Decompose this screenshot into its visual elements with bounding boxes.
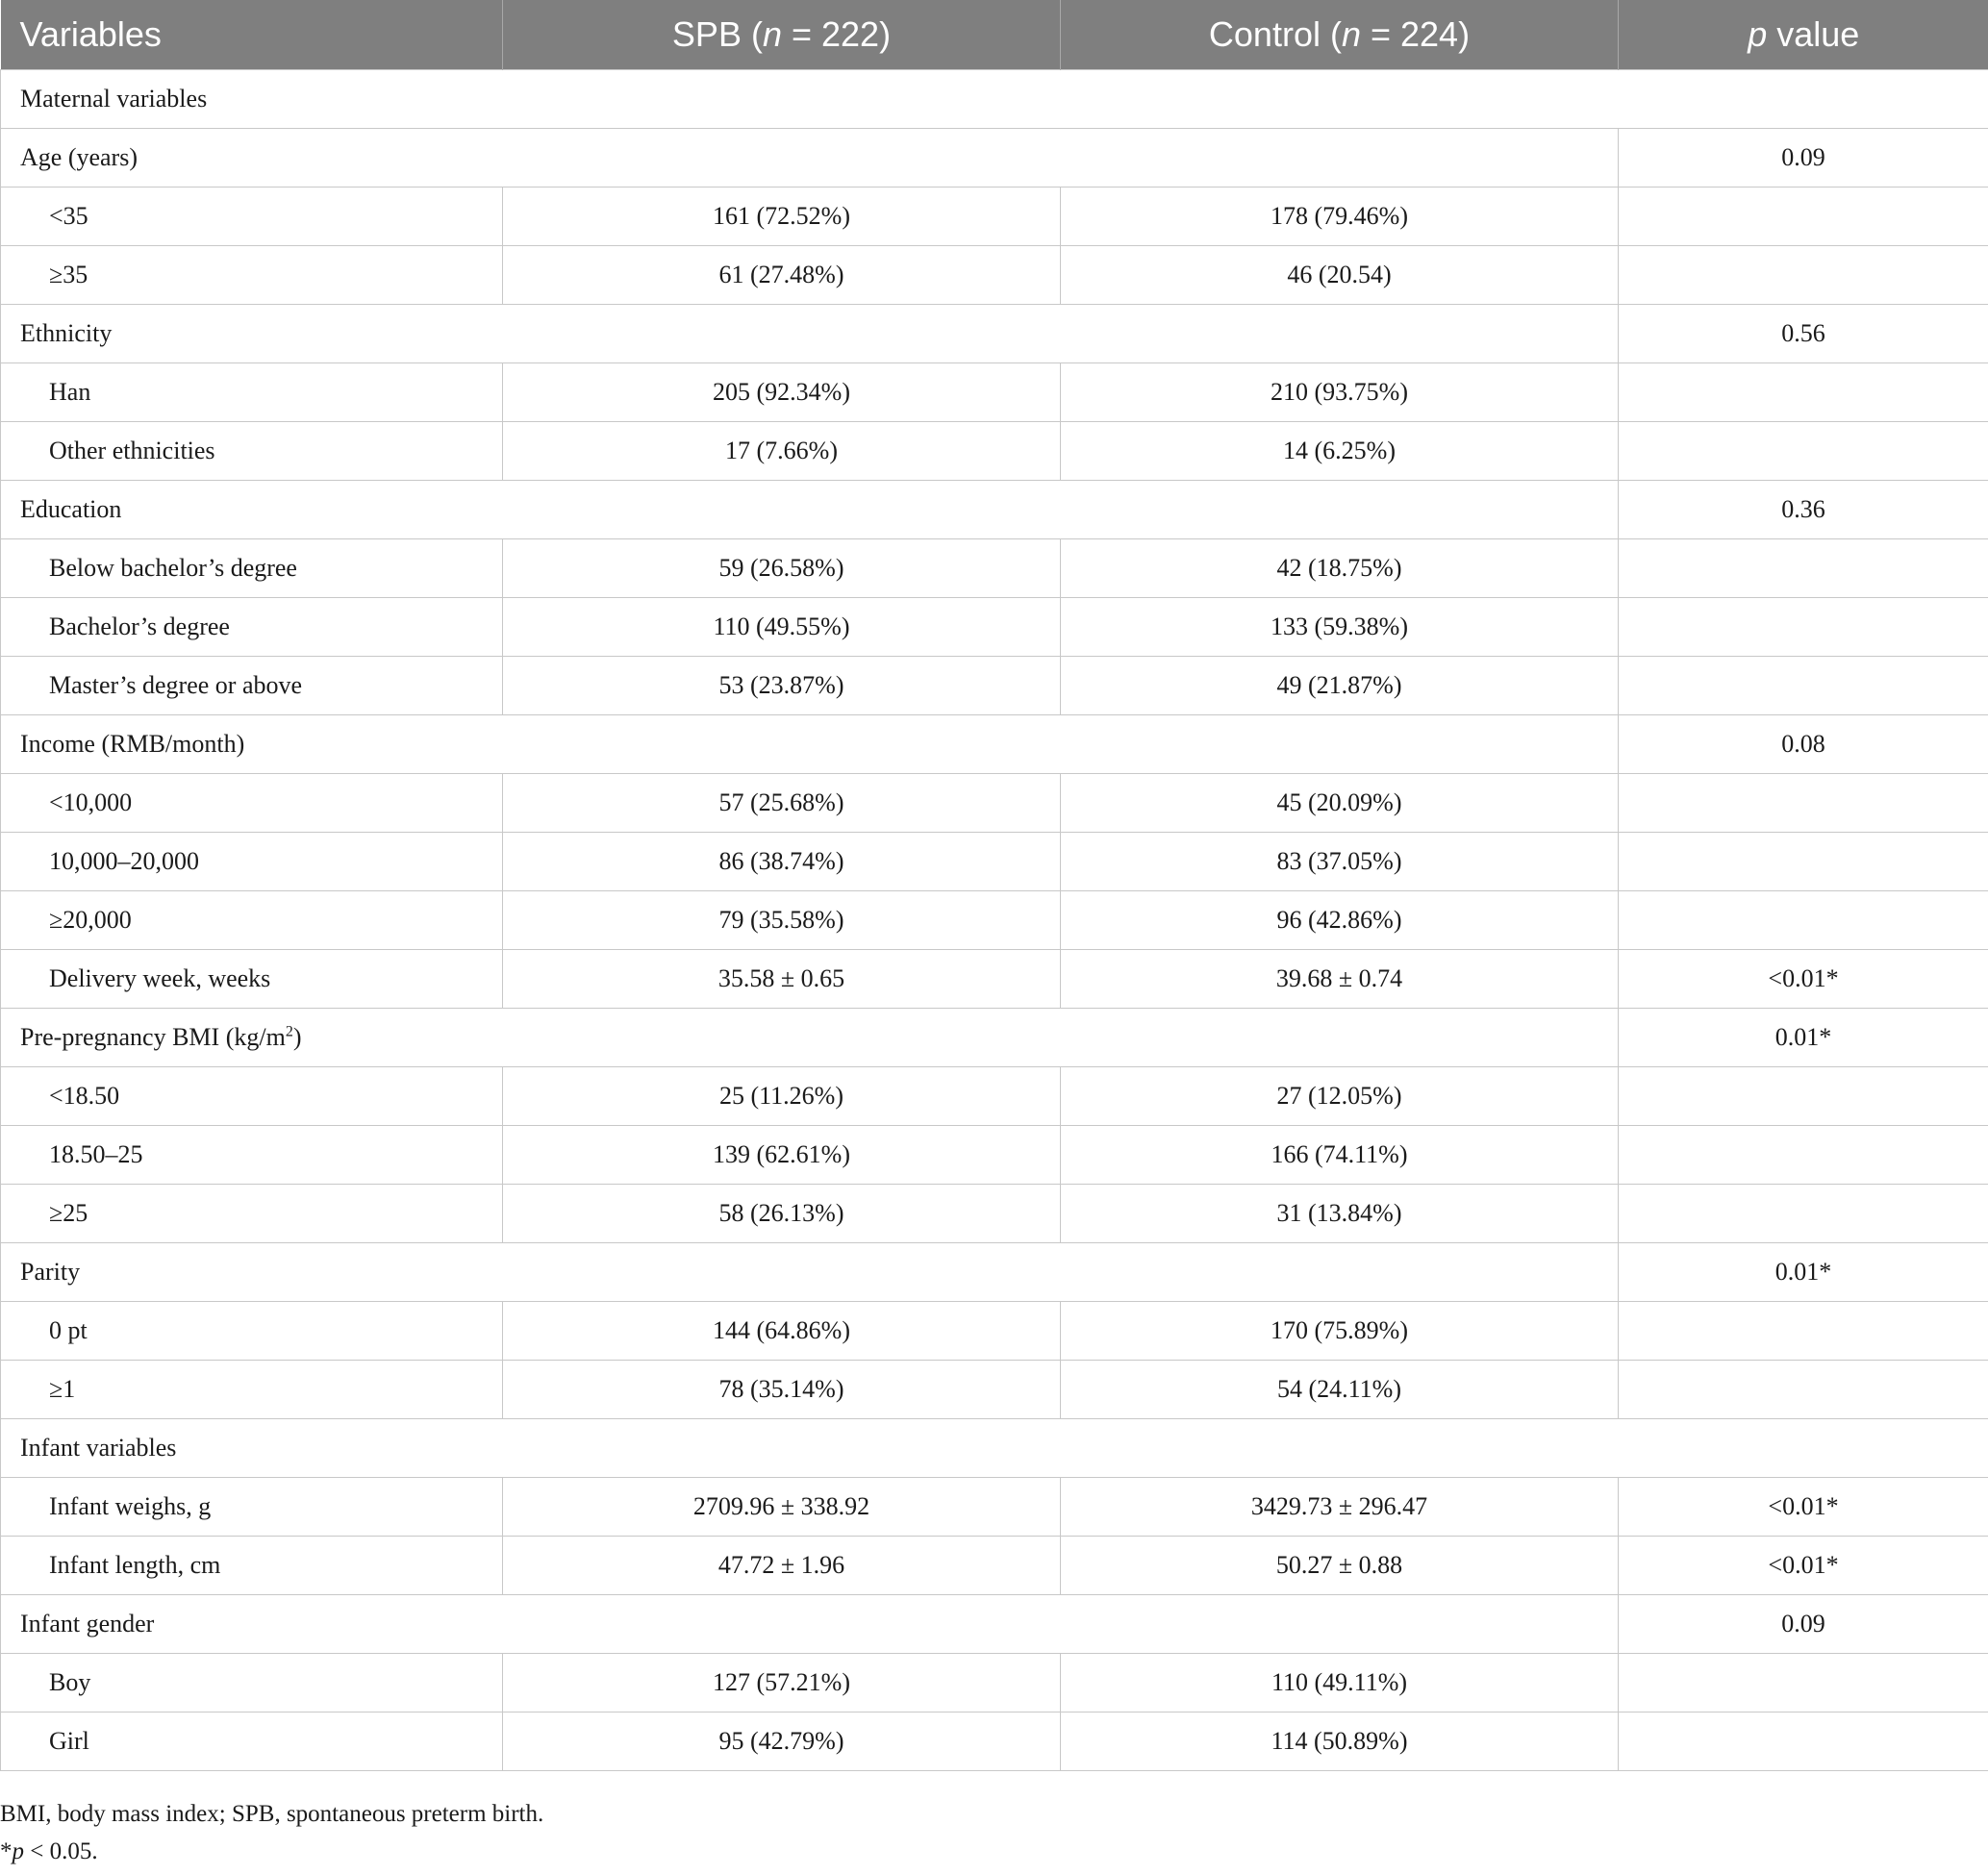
spb-cell: 144 (64.86%): [503, 1302, 1061, 1361]
spb-cell: 25 (11.26%): [503, 1067, 1061, 1126]
spb-cell: 35.58 ± 0.65: [503, 950, 1061, 1009]
table-row: [1, 1537, 1988, 1595]
table-row: [1, 774, 1988, 833]
p-value-cell: [1619, 1185, 1988, 1243]
p-value-cell: 0.36: [1619, 481, 1988, 539]
p-value-cell: 0.08: [1619, 715, 1988, 774]
control-cell: 54 (24.11%): [1061, 1361, 1619, 1419]
p-value-cell: [1619, 188, 1988, 246]
table-row: [1, 950, 1988, 1009]
spb-cell: 57 (25.68%): [503, 774, 1061, 833]
control-cell: 31 (13.84%): [1061, 1185, 1619, 1243]
category-row: [1, 1243, 1988, 1302]
spb-cell: 79 (35.58%): [503, 891, 1061, 950]
group-label: Maternal variables: [1, 70, 1988, 129]
table-row: [1, 246, 1988, 305]
table-row: [1, 539, 1988, 598]
table-row: [1, 1478, 1988, 1537]
row-label: Boy: [1, 1654, 503, 1712]
control-cell: 133 (59.38%): [1061, 598, 1619, 657]
p-value-cell: [1619, 774, 1988, 833]
row-label: Infant weighs, g: [1, 1478, 503, 1537]
p-value-cell: [1619, 363, 1988, 422]
category-label: Income (RMB/month): [1, 715, 1619, 774]
p-value-cell: [1619, 598, 1988, 657]
p-value-cell: [1619, 891, 1988, 950]
control-cell: 39.68 ± 0.74: [1061, 950, 1619, 1009]
header-spb: SPB (n = 222): [503, 0, 1061, 70]
table-row: [1, 1654, 1988, 1712]
group-row: [1, 70, 1988, 129]
control-cell: 42 (18.75%): [1061, 539, 1619, 598]
p-value-cell: 0.01*: [1619, 1009, 1988, 1067]
row-label: Master’s degree or above: [1, 657, 503, 715]
row-label: Girl: [1, 1712, 503, 1771]
table-row: [1, 598, 1988, 657]
group-row: [1, 1419, 1988, 1478]
spb-cell: 59 (26.58%): [503, 539, 1061, 598]
spb-cell: 86 (38.74%): [503, 833, 1061, 891]
row-label: 18.50–25: [1, 1126, 503, 1185]
spb-cell: 95 (42.79%): [503, 1712, 1061, 1771]
table-row: [1, 833, 1988, 891]
category-label: Pre-pregnancy BMI $(kg/m^2)$: [1, 1009, 1619, 1067]
table-row: [1, 1712, 1988, 1771]
row-label: ≥1: [1, 1361, 503, 1419]
category-label: Age (years): [1, 129, 1619, 188]
control-cell: 96 (42.86%): [1061, 891, 1619, 950]
p-value-cell: 0.01*: [1619, 1243, 1988, 1302]
row-label: Han: [1, 363, 503, 422]
p-value-cell: [1619, 1067, 1988, 1126]
control-cell: 46 (20.54): [1061, 246, 1619, 305]
row-label: <18.50: [1, 1067, 503, 1126]
control-cell: 178 (79.46%): [1061, 188, 1619, 246]
row-label: ≥25: [1, 1185, 503, 1243]
category-row: [1, 481, 1988, 539]
table-row: [1, 891, 1988, 950]
p-value-cell: 0.09: [1619, 129, 1988, 188]
p-value-cell: [1619, 1126, 1988, 1185]
row-label: Delivery week, weeks: [1, 950, 503, 1009]
spb-cell: 53 (23.87%): [503, 657, 1061, 715]
row-label: Other ethnicities: [1, 422, 503, 481]
category-row: [1, 715, 1988, 774]
header-p-value: p value: [1619, 0, 1988, 70]
category-label: Infant gender: [1, 1595, 1619, 1654]
spb-cell: 17 (7.66%): [503, 422, 1061, 481]
control-cell: 49 (21.87%): [1061, 657, 1619, 715]
spb-cell: 78 (35.14%): [503, 1361, 1061, 1419]
p-value-cell: 0.09: [1619, 1595, 1988, 1654]
control-cell: 114 (50.89%): [1061, 1712, 1619, 1771]
table-row: [1, 1067, 1988, 1126]
p-value-cell: <0.01*: [1619, 1537, 1988, 1595]
group-label: Infant variables: [1, 1419, 1988, 1478]
table-row: [1, 1185, 1988, 1243]
row-label: <35: [1, 188, 503, 246]
table-row: [1, 657, 1988, 715]
row-label: 10,000–20,000: [1, 833, 503, 891]
spb-cell: 139 (62.61%): [503, 1126, 1061, 1185]
p-value-cell: <0.01*: [1619, 950, 1988, 1009]
p-value-cell: [1619, 833, 1988, 891]
p-value-cell: [1619, 1361, 1988, 1419]
header-row: [1, 0, 1988, 70]
row-label: Below bachelor’s degree: [1, 539, 503, 598]
spb-cell: 47.72 ± 1.96: [503, 1537, 1061, 1595]
control-cell: 45 (20.09%): [1061, 774, 1619, 833]
category-row: [1, 305, 1988, 363]
p-value-cell: [1619, 1302, 1988, 1361]
control-cell: 170 (75.89%): [1061, 1302, 1619, 1361]
p-value-cell: [1619, 422, 1988, 481]
category-label: Ethnicity: [1, 305, 1619, 363]
control-cell: 166 (74.11%): [1061, 1126, 1619, 1185]
spb-cell: 61 (27.48%): [503, 246, 1061, 305]
spb-cell: 127 (57.21%): [503, 1654, 1061, 1712]
table-row: [1, 363, 1988, 422]
spb-cell: 205 (92.34%): [503, 363, 1061, 422]
category-row: [1, 1009, 1988, 1067]
footnote-significance: *p < 0.05.: [0, 1838, 98, 1864]
spb-cell: 110 (49.55%): [503, 598, 1061, 657]
spb-cell: 2709.96 ± 338.92: [503, 1478, 1061, 1537]
table-row: [1, 188, 1988, 246]
row-label: ≥20,000: [1, 891, 503, 950]
category-row: [1, 129, 1988, 188]
table-row: [1, 1302, 1988, 1361]
p-value-cell: [1619, 657, 1988, 715]
p-value-cell: [1619, 539, 1988, 598]
control-cell: 50.27 ± 0.88: [1061, 1537, 1619, 1595]
p-value-cell: <0.01*: [1619, 1478, 1988, 1537]
control-cell: 3429.73 ± 296.47: [1061, 1478, 1619, 1537]
row-label: ≥35: [1, 246, 503, 305]
header-control: Control (n = 224): [1061, 0, 1619, 70]
spb-cell: 58 (26.13%): [503, 1185, 1061, 1243]
table-row: [1, 1361, 1988, 1419]
footnote-abbreviations: BMI, body mass index; SPB, spontaneous preterm birth.: [0, 1801, 544, 1827]
control-cell: 210 (93.75%): [1061, 363, 1619, 422]
p-value-cell: 0.56: [1619, 305, 1988, 363]
control-cell: 27 (12.05%): [1061, 1067, 1619, 1126]
p-value-cell: [1619, 1654, 1988, 1712]
table-header: [1, 0, 1988, 70]
row-label: Bachelor’s degree: [1, 598, 503, 657]
table-row: [1, 1126, 1988, 1185]
spb-cell: 161 (72.52%): [503, 188, 1061, 246]
row-label: <10,000: [1, 774, 503, 833]
p-value-cell: [1619, 1712, 1988, 1771]
category-label: Education: [1, 481, 1619, 539]
row-label: Infant length, cm: [1, 1537, 503, 1595]
p-value-cell: [1619, 246, 1988, 305]
table-body: [1, 70, 1988, 1771]
category-row: [1, 1595, 1988, 1654]
header-variables: Variables: [1, 0, 503, 70]
table-row: [1, 422, 1988, 481]
category-label: Parity: [1, 1243, 1619, 1302]
row-label: 0 pt: [1, 1302, 503, 1361]
control-cell: 110 (49.11%): [1061, 1654, 1619, 1712]
control-cell: 83 (37.05%): [1061, 833, 1619, 891]
control-cell: 14 (6.25%): [1061, 422, 1619, 481]
